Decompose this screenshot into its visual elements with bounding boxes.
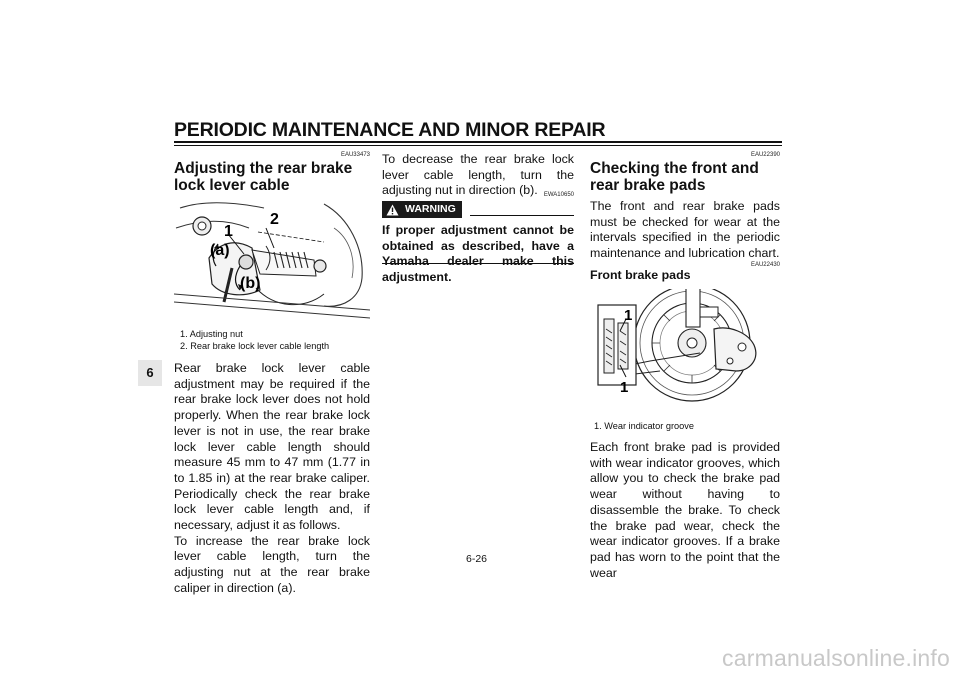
section-heading-rear-brake-lock: Adjusting the rear brake lock lever cable	[174, 160, 353, 194]
rear-brake-figure	[174, 198, 370, 322]
page-title: PERIODIC MAINTENANCE AND MINOR REPAIR	[174, 119, 606, 141]
rear-brake-illustration	[174, 198, 370, 322]
paragraph-increase: To increase the rear brake lock lever cable length, turn the adjusting nut at the rear brake caliper in direction (a).	[174, 533, 370, 595]
chapter-tab: 6	[138, 360, 162, 386]
caption-2: 2. Rear brake lock lever cable length	[180, 341, 330, 351]
warning-top-rule	[470, 215, 574, 216]
caption-1: 1. Adjusting nut	[180, 329, 243, 339]
front-brake-illustration	[590, 289, 780, 413]
warning-text: If proper adjustment cannot be obtained as described, have a Yamaha dealer make this adjustment.	[382, 223, 574, 285]
figure-label-2: 2	[270, 211, 279, 228]
figure-caption-list	[180, 328, 370, 352]
warning-bottom-rule	[382, 263, 574, 264]
warning-label: WARNING	[405, 203, 456, 215]
subheading-front-brake-pads: Front brake pads	[590, 268, 691, 282]
paragraph-wear-indicator: Each front brake pad is provided with wear indicator grooves, which allow you to check the brake pad wear without having to disassemble the brake. To check the brake pad wear, check the wear indicator grooves. If a brake pad has worn to the point that the wear	[590, 440, 780, 580]
title-rule	[174, 141, 782, 146]
paragraph-decrease: To decrease the rear brake lock lever cable length, turn the adjusting nut in direction (b).	[382, 152, 574, 198]
col1-body	[174, 361, 370, 597]
warning-badge	[382, 201, 462, 218]
watermark: carmanualsonline.info	[722, 645, 950, 671]
paragraph-adjustment: Rear brake lock lever cable adjustment may be required if the rear brake lock lever does not hold properly. When the rear brake lock lever is not in use, the rear brake lock lever cable length should measure 45 mm to 47 mm (1.77 in to 1.85 in) at the rear brake caliper. Periodically check the rear brake lock lever cable length and, if necessary, adjust it as follows.	[174, 361, 370, 533]
paragraph-brake-pads-intro: The front and rear brake pads must be checked for wear at the intervals specified in the periodic maintenance and lubrication chart.	[590, 199, 780, 261]
warning-code: EWA10650	[543, 192, 574, 198]
warning-header	[382, 201, 574, 218]
section-code: EAU22390	[750, 152, 780, 158]
front-brake-caption: 1. Wear indicator groove	[594, 421, 694, 431]
page-number: 6-26	[466, 553, 488, 565]
figure-label-1: 1	[224, 223, 233, 240]
warning-triangle-icon	[386, 204, 399, 216]
figure-label-1-top: 1	[624, 307, 633, 324]
figure-label-a: (a)	[210, 242, 230, 259]
section-heading-brake-pads: Checking the front and rear brake pads	[590, 160, 759, 194]
subsection-code: EAU22430	[750, 262, 780, 268]
figure-label-b: (b)	[240, 275, 261, 292]
section-code: EAU33473	[340, 152, 370, 158]
figure-label-1-bottom: 1	[620, 379, 629, 396]
front-brake-figure	[590, 289, 780, 413]
